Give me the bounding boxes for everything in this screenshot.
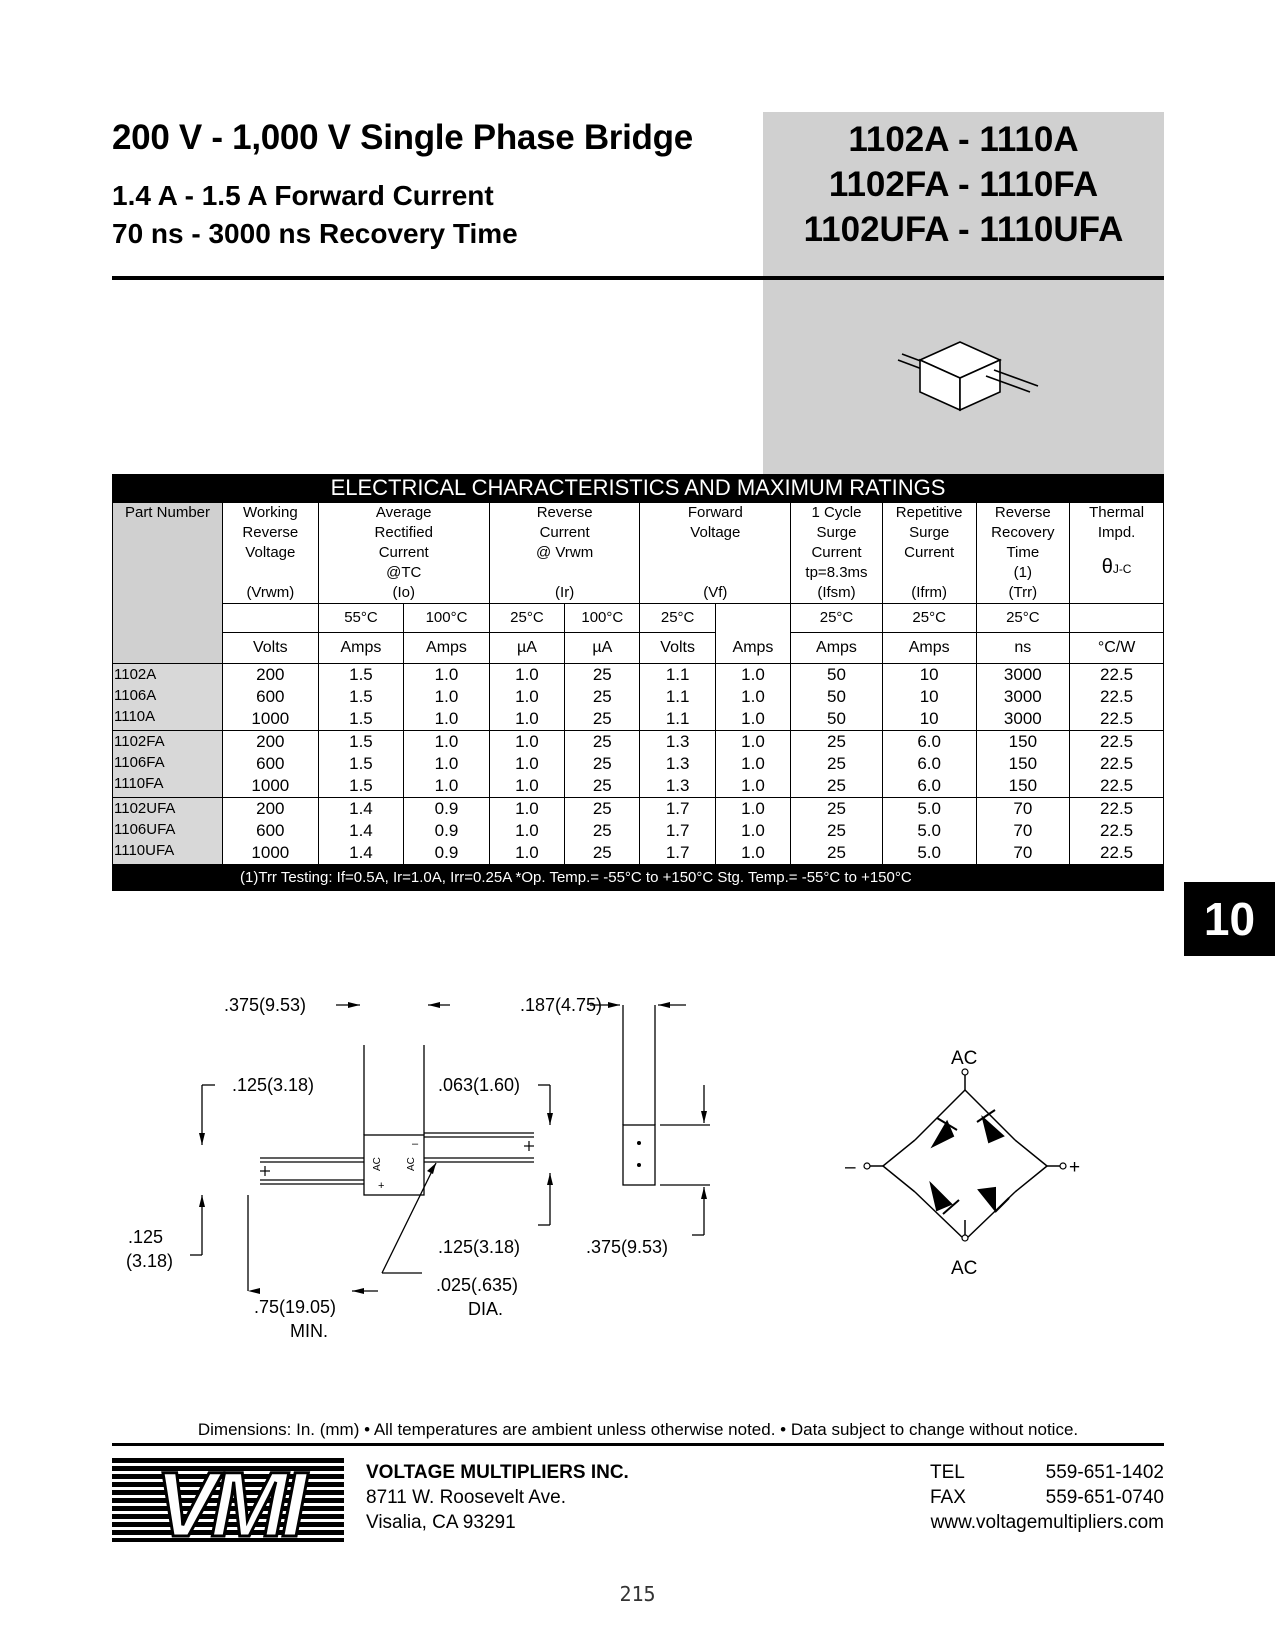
table-title: ELECTRICAL CHARACTERISTICS AND MAXIMUM RATINGS: [112, 474, 1164, 502]
value-cell: [791, 798, 883, 865]
value-cell: [222, 731, 318, 798]
temp-io-55: 55°C: [318, 604, 404, 633]
value: 1000: [251, 709, 290, 728]
value: 1.4: [349, 843, 373, 862]
value: 25: [827, 776, 846, 795]
value: 1.0: [434, 732, 459, 751]
value-cell: [489, 798, 564, 865]
temp-ir-25: 25°C: [489, 604, 564, 633]
pin-label-ac-1: AC: [372, 1157, 383, 1171]
logo-lettering: VMI: [155, 1458, 301, 1542]
value-cell: [565, 731, 640, 798]
value: 600: [256, 821, 285, 840]
table-row: [113, 664, 1164, 731]
part-number-cell: [113, 798, 223, 865]
value: 22.5: [1100, 665, 1134, 684]
unit-ir-100: µA: [565, 633, 640, 664]
value: 1.0: [741, 732, 765, 751]
value: 25: [827, 843, 846, 862]
header-part-number: Part Number: [113, 503, 223, 664]
part-number: 1106UFA: [114, 821, 176, 838]
value-cell: [882, 798, 976, 865]
subtitle-recovery: 70 ns - 3000 ns Recovery Time: [112, 218, 518, 249]
fax-number: 559-651-0740: [1045, 1487, 1164, 1508]
value: 1.5: [349, 665, 373, 684]
value: 10: [919, 687, 939, 706]
value: 1.3: [665, 732, 690, 751]
value-cell: [565, 798, 640, 865]
value: 1.5: [349, 732, 373, 751]
value: 150: [1008, 776, 1038, 795]
value-cell: [1070, 664, 1164, 731]
value: 600: [256, 687, 285, 706]
value-cell: [489, 731, 564, 798]
value: 22.5: [1100, 776, 1134, 795]
value: 1.1: [665, 665, 690, 684]
value: 1.4: [349, 799, 373, 818]
value: 1.0: [434, 754, 459, 773]
part-number: 1110FA: [114, 775, 164, 792]
dim-lead-spacing-top: .125(3.18): [232, 1075, 315, 1095]
value-cell: [404, 798, 490, 865]
value: 1.7: [665, 843, 690, 862]
value-cell: [1070, 798, 1164, 865]
unit-ifsm: Amps: [791, 633, 883, 664]
temp-thermal-blank: [1070, 604, 1164, 633]
value-cell: [318, 664, 404, 731]
section-tab: 10: [1184, 882, 1275, 956]
value: 22.5: [1100, 709, 1134, 728]
unit-thermal: °C/W: [1070, 633, 1164, 664]
value: 1.0: [741, 821, 765, 840]
value-cell: [1070, 731, 1164, 798]
value: 1.3: [665, 776, 690, 795]
value: 150: [1008, 754, 1038, 773]
value: 0.9: [434, 799, 459, 818]
part-number-cell: [113, 731, 223, 798]
value-cell: [976, 798, 1070, 865]
temp-ifrm-25: 25°C: [882, 604, 976, 633]
subtitle-current: 1.4 A - 1.5 A Forward Current: [112, 180, 494, 211]
value: 1000: [251, 843, 290, 862]
header-ifsm: 1 Cycle Surge Current tp=8.3ms (Ifsm): [791, 503, 883, 604]
value-cell: [882, 731, 976, 798]
value: 600: [256, 754, 285, 773]
value: 0.9: [434, 821, 459, 840]
value: 1.7: [665, 821, 690, 840]
value: 1.1: [665, 709, 690, 728]
value: 25: [827, 821, 846, 840]
website-link[interactable]: www.voltagemultipliers.com: [930, 1512, 1164, 1533]
temp-trr-25: 25°C: [976, 604, 1070, 633]
value: 1.4: [349, 821, 373, 840]
value: 1.0: [515, 799, 539, 818]
value: 50: [827, 687, 846, 706]
part-range-fa: 1102FA - 1110FA: [828, 165, 1099, 204]
dim-body-width: .375(9.53): [224, 995, 307, 1015]
value: 0.9: [434, 843, 459, 862]
value: 22.5: [1100, 799, 1134, 818]
footer-rule: [112, 1443, 1164, 1446]
dim-min-label: MIN.: [290, 1321, 328, 1341]
header-ir: Reverse Current @ Vrwm (Ir): [489, 503, 640, 604]
value: 5.0: [917, 821, 941, 840]
value: 200: [256, 665, 285, 684]
value-cell: [640, 664, 715, 731]
schematic-minus: –: [845, 1157, 856, 1178]
value-cell: [882, 664, 976, 731]
tel-label: TEL: [930, 1462, 965, 1483]
value: 6.0: [917, 754, 941, 773]
value: 200: [256, 799, 285, 818]
unit-io-100: Amps: [404, 633, 490, 664]
unit-vf-volts: Volts: [640, 633, 715, 664]
header-ifrm: Repetitive Surge Current (Ifrm): [882, 503, 976, 604]
footer-notes: Dimensions: In. (mm) • All temperatures are ambient unless otherwise noted. • Data subject to change without notice.: [197, 1420, 1079, 1439]
value-cell: [791, 664, 883, 731]
value: 1.0: [515, 821, 539, 840]
value-cell: [640, 731, 715, 798]
value-cell: [791, 731, 883, 798]
value-cell: [640, 798, 715, 865]
pin-label-ac-2: AC: [406, 1157, 417, 1171]
part-range-a: 1102A - 1110A: [848, 120, 1079, 159]
value: 1.0: [741, 687, 765, 706]
value: 1.3: [665, 754, 690, 773]
value: 22.5: [1100, 843, 1134, 862]
dim-body-height: .375(9.53): [586, 1237, 669, 1257]
dim-lead-length: .75(19.05): [254, 1297, 337, 1317]
value: 1.5: [349, 687, 373, 706]
tel-number: 559-651-1402: [1045, 1462, 1164, 1483]
value-cell: [565, 664, 640, 731]
value-cell: [715, 731, 790, 798]
value: 25: [827, 732, 846, 751]
company-address-2: Visalia, CA 93291: [366, 1512, 516, 1533]
ratings-table: [112, 474, 1164, 891]
temp-io-100: 100°C: [404, 604, 490, 633]
package-illustration: [890, 330, 1040, 420]
unit-ifrm: Amps: [882, 633, 976, 664]
spec-table: [112, 502, 1164, 865]
value: 1.0: [515, 732, 539, 751]
value: 10: [919, 665, 939, 684]
table-row: [113, 731, 1164, 798]
schematic-plus: +: [1069, 1157, 1081, 1178]
value: 1.0: [434, 665, 459, 684]
value: 25: [592, 754, 612, 773]
value-cell: [715, 798, 790, 865]
value: 25: [827, 754, 846, 773]
value: 70: [1013, 843, 1033, 862]
value: 50: [827, 665, 846, 684]
value: 1.0: [515, 665, 539, 684]
temp-vf-25: 25°C: [640, 604, 715, 633]
value: 25: [592, 687, 612, 706]
part-number: 1102FA: [114, 733, 165, 750]
temp-ir-100: 100°C: [565, 604, 640, 633]
value: 1.7: [665, 799, 690, 818]
part-number: 1110A: [114, 708, 156, 725]
value: 70: [1013, 821, 1033, 840]
fax-label: FAX: [930, 1487, 966, 1508]
value-cell: [489, 664, 564, 731]
value: 50: [827, 709, 846, 728]
pin-label-minus: –: [412, 1138, 419, 1150]
value: 1.0: [741, 754, 765, 773]
value: 70: [1013, 799, 1033, 818]
value: 5.0: [917, 843, 941, 862]
unit-vrwm: Volts: [222, 633, 318, 664]
header-thermal: Thermal Impd. θJ-C: [1070, 503, 1164, 604]
value: 10: [919, 709, 939, 728]
value: 1.0: [434, 776, 459, 795]
value: 3000: [1003, 665, 1042, 684]
schematic-ac-top: AC: [951, 1048, 978, 1069]
header-trr: Reverse Recovery Time (1) (Trr): [976, 503, 1070, 604]
value: 150: [1008, 732, 1038, 751]
header-io: Average Rectified Current @TC (Io): [318, 503, 489, 604]
value: 22.5: [1100, 754, 1134, 773]
value: 1.0: [515, 843, 539, 862]
value: 6.0: [917, 776, 941, 795]
value: 22.5: [1100, 732, 1134, 751]
value: 25: [592, 709, 612, 728]
value: 3000: [1003, 687, 1042, 706]
dim-lead-spacing-bottom: .125(3.18): [438, 1237, 521, 1257]
table-footnote: (1)Trr Testing: If=0.5A, Ir=1.0A, Irr=0.25A *Op. Temp.= -55°C to +150°C Stg. Temp.= -55°C to +150°C: [112, 865, 1164, 891]
value-cell: [318, 798, 404, 865]
part-number: 1106FA: [114, 754, 165, 771]
value: 25: [592, 776, 612, 795]
unit-vf-amps: Amps: [715, 604, 790, 664]
unit-ir-25: µA: [489, 633, 564, 664]
value: 25: [592, 843, 612, 862]
value: 1.0: [741, 843, 765, 862]
value: 6.0: [917, 732, 941, 751]
value: 1.0: [515, 709, 539, 728]
page-number: 215: [619, 1582, 656, 1606]
dim-left-125: .125: [128, 1227, 164, 1247]
dim-left-318: (3.18): [126, 1251, 174, 1271]
value: 25: [592, 732, 612, 751]
value-cell: [404, 664, 490, 731]
value: 1.0: [741, 665, 765, 684]
unit-io-55: Amps: [318, 633, 404, 664]
header-rule: [112, 276, 1164, 280]
dim-dia-label: DIA.: [468, 1299, 504, 1319]
company-logo: [112, 1458, 344, 1542]
value-cell: [404, 731, 490, 798]
value: 22.5: [1100, 687, 1134, 706]
dimension-drawing: [120, 985, 760, 1345]
company-address-1: 8711 W. Roosevelt Ave.: [366, 1487, 566, 1508]
schematic-ac-bottom: AC: [951, 1258, 978, 1279]
value: 22.5: [1100, 821, 1134, 840]
page-title: 200 V - 1,000 V Single Phase Bridge: [112, 118, 693, 157]
value: 1.5: [349, 776, 373, 795]
part-number: 1110UFA: [114, 842, 175, 859]
value-cell: [976, 664, 1070, 731]
value: 1.0: [741, 709, 765, 728]
part-number-cell: [113, 664, 223, 731]
header-vrwm: Working Reverse Voltage (Vrwm): [222, 503, 318, 604]
value: 25: [592, 799, 612, 818]
value: 1.0: [515, 754, 539, 773]
value: 25: [592, 665, 612, 684]
header-vf: Forward Voltage (Vf): [640, 503, 791, 604]
part-number: 1102A: [114, 666, 157, 683]
dim-lead-diameter: .025(.635): [436, 1275, 519, 1295]
value-cell: [222, 798, 318, 865]
value: 25: [827, 799, 846, 818]
dim-side-width: .187(4.75): [520, 995, 603, 1015]
bridge-schematic: [845, 1040, 1085, 1290]
value: 1.5: [349, 709, 373, 728]
temp-ifsm-25: 25°C: [791, 604, 883, 633]
value: 1000: [251, 776, 290, 795]
company-name: VOLTAGE MULTIPLIERS INC.: [366, 1462, 629, 1483]
value: 200: [256, 732, 285, 751]
value: 1.0: [434, 687, 459, 706]
dim-lead-offset: .063(1.60): [438, 1075, 521, 1095]
table-row: [113, 798, 1164, 865]
value: 1.0: [434, 709, 459, 728]
part-range-ufa: 1102UFA - 1110UFA: [803, 210, 1124, 249]
value: 1.5: [349, 754, 373, 773]
value: 25: [592, 821, 612, 840]
value-cell: [222, 664, 318, 731]
value: 1.0: [741, 799, 765, 818]
part-number: 1106A: [114, 687, 157, 704]
value: 1.0: [515, 776, 539, 795]
value: 1.0: [741, 776, 765, 795]
unit-trr: ns: [976, 633, 1070, 664]
value: 1.0: [515, 687, 539, 706]
temp-blank: [222, 604, 318, 633]
value-cell: [976, 731, 1070, 798]
value-cell: [715, 664, 790, 731]
value: 3000: [1003, 709, 1042, 728]
pin-label-plus: +: [378, 1180, 385, 1192]
value: 5.0: [917, 799, 941, 818]
part-number: 1102UFA: [114, 800, 176, 817]
value-cell: [318, 731, 404, 798]
value: 1.1: [665, 687, 690, 706]
